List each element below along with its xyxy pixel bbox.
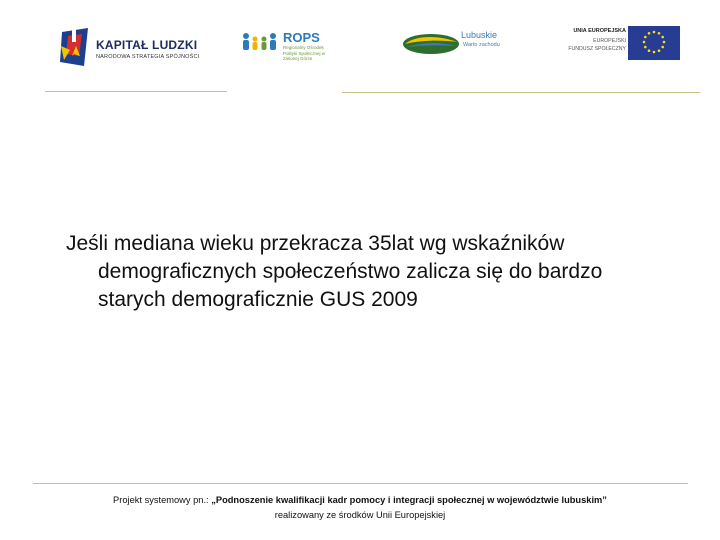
eu-flag-icon bbox=[628, 26, 680, 60]
lubuskie-subtitle: Warto zachodu bbox=[463, 42, 500, 48]
main-text: Jeśli mediana wieku przekracza 35lat wg wskaźników demograficznych społeczeństwo zalicza się do bardzo starych demograficznie GUS 2009 bbox=[66, 232, 603, 311]
kapital-ludzki-logo bbox=[58, 26, 208, 70]
rops-subtitle: Regionalny Ośrodek Polityki Społecznej w Zielonej Górze bbox=[283, 45, 326, 61]
eu-title: UNIA EUROPEJSKA bbox=[573, 28, 626, 34]
eu-fund-line1: EUROPEJSKI bbox=[593, 38, 626, 44]
footer-prefix: Projekt systemowy pn.: bbox=[113, 495, 212, 505]
lubuskie-logo bbox=[402, 28, 512, 68]
lubuskie-title: Lubuskie bbox=[461, 30, 498, 40]
eu-fund-line2: FUNDUSZ SPOŁECZNY bbox=[568, 46, 626, 52]
rops-figures-icon bbox=[240, 28, 280, 58]
footer-line1 bbox=[0, 493, 720, 508]
footer bbox=[0, 493, 720, 523]
kapital-ludzki-title: KAPITAŁ LUDZKI bbox=[96, 38, 198, 52]
kapital-ludzki-emblem-icon bbox=[58, 26, 94, 70]
footer-divider bbox=[33, 483, 688, 484]
rops-logo bbox=[240, 28, 340, 68]
eu-logo bbox=[560, 26, 685, 64]
footer-line2: realizowany ze środków Unii Europejskiej bbox=[274, 510, 446, 520]
lubuskie-landscape-icon bbox=[402, 28, 460, 58]
header-divider-left bbox=[45, 91, 227, 92]
footer-project-name: „Podnoszenie kwalifikacji kadr pomocy i integracji społecznej w województwie lubuskim” bbox=[211, 495, 607, 505]
kapital-ludzki-subtitle: NARODOWA STRATEGIA SPÓJNOŚCI bbox=[96, 54, 200, 60]
rops-title: ROPS bbox=[283, 30, 320, 45]
header-divider-right bbox=[342, 92, 700, 93]
